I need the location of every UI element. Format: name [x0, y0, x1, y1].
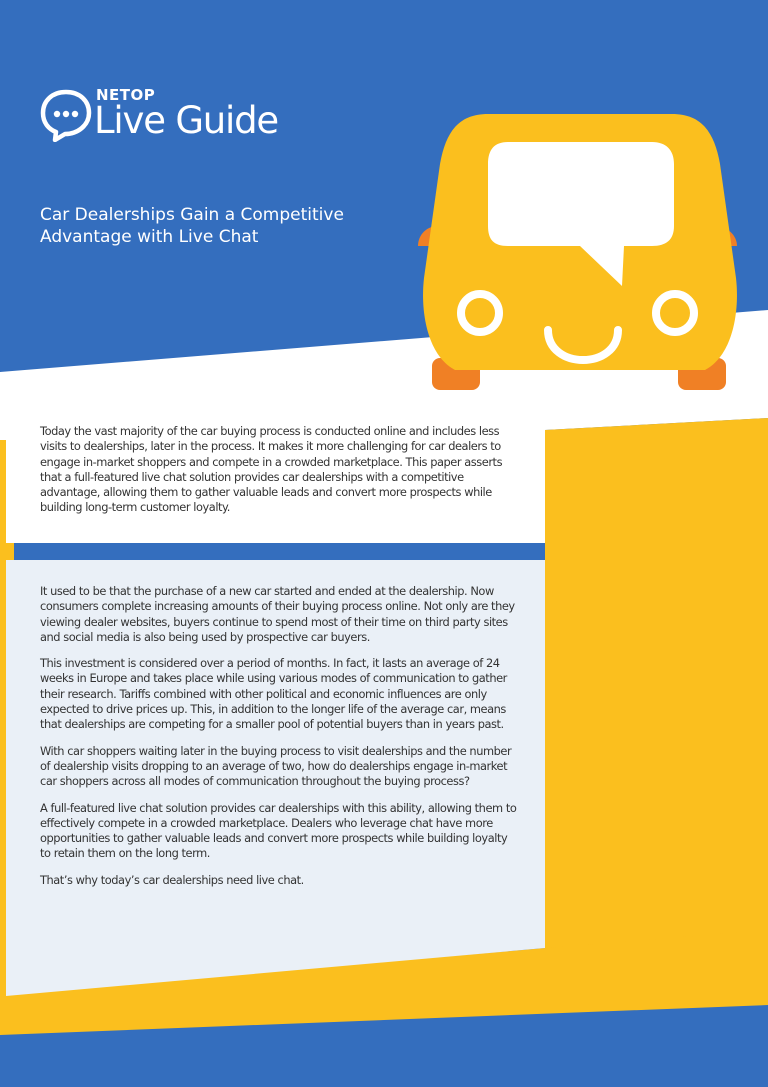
yellow-road-band	[545, 418, 768, 1010]
page-title: Car Dealerships Gain a Competitive Advantage with Live Chat	[40, 205, 344, 247]
body-paragraph: It used to be that the purchase of a new car started and ended at the dealership. Now consumers complete increasing amounts of their buying process online. Not only are they viewing dealer websites, buyers continue to spend most of their time on third party sites and social media is also being used by prospective car buyers.	[40, 584, 515, 644]
intro-paragraph: Today the vast majority of the car buying process is conducted online and includes less visits to dealerships, later in the process. It makes it more challenging for car dealers to engage in-market shoppers and compete in a crowded marketplace. This paper asserts that a full-featured live chat solution provides car dealerships with a competitive advantage, allowing them to gather valuable leads and convert more prospects while building long-term customer loyalty.	[40, 424, 503, 515]
body-paragraph: With car shoppers waiting later in the buying process to visit dealerships and the number of dealership visits dropping to an average of two, how do dealerships engage in-market car shoppers across all modes of communication throughout the buying process?	[40, 743, 512, 789]
speech-bubble-icon	[40, 88, 92, 142]
body-paragraph: A full-featured live chat solution provides car dealerships with this ability, allowing them to effectively compete in a crowded marketplace. Dealers who leverage chat have more opportunities to gather valuable leads and convert more prospects while building loyalty to retain them on the long term.	[40, 800, 517, 861]
body-text	[40, 584, 520, 899]
brand-company: NETOP	[96, 86, 156, 104]
body-paragraph: That’s why today’s car dealerships need live chat.	[40, 872, 304, 887]
body-paragraph: This investment is considered over a period of months. In fact, it lasts an average of 24 weeks in Europe and takes place while using various modes of communication to gather their research. Tariffs combined with other political and economic influences are only expected to drive prices up. This, in addition to the longer life of the average car, means that dealerships are competing for a smaller pool of potential buyers than in years past.	[40, 656, 507, 732]
car-illustration	[410, 108, 750, 403]
brand-product: Live Guide	[94, 99, 278, 142]
